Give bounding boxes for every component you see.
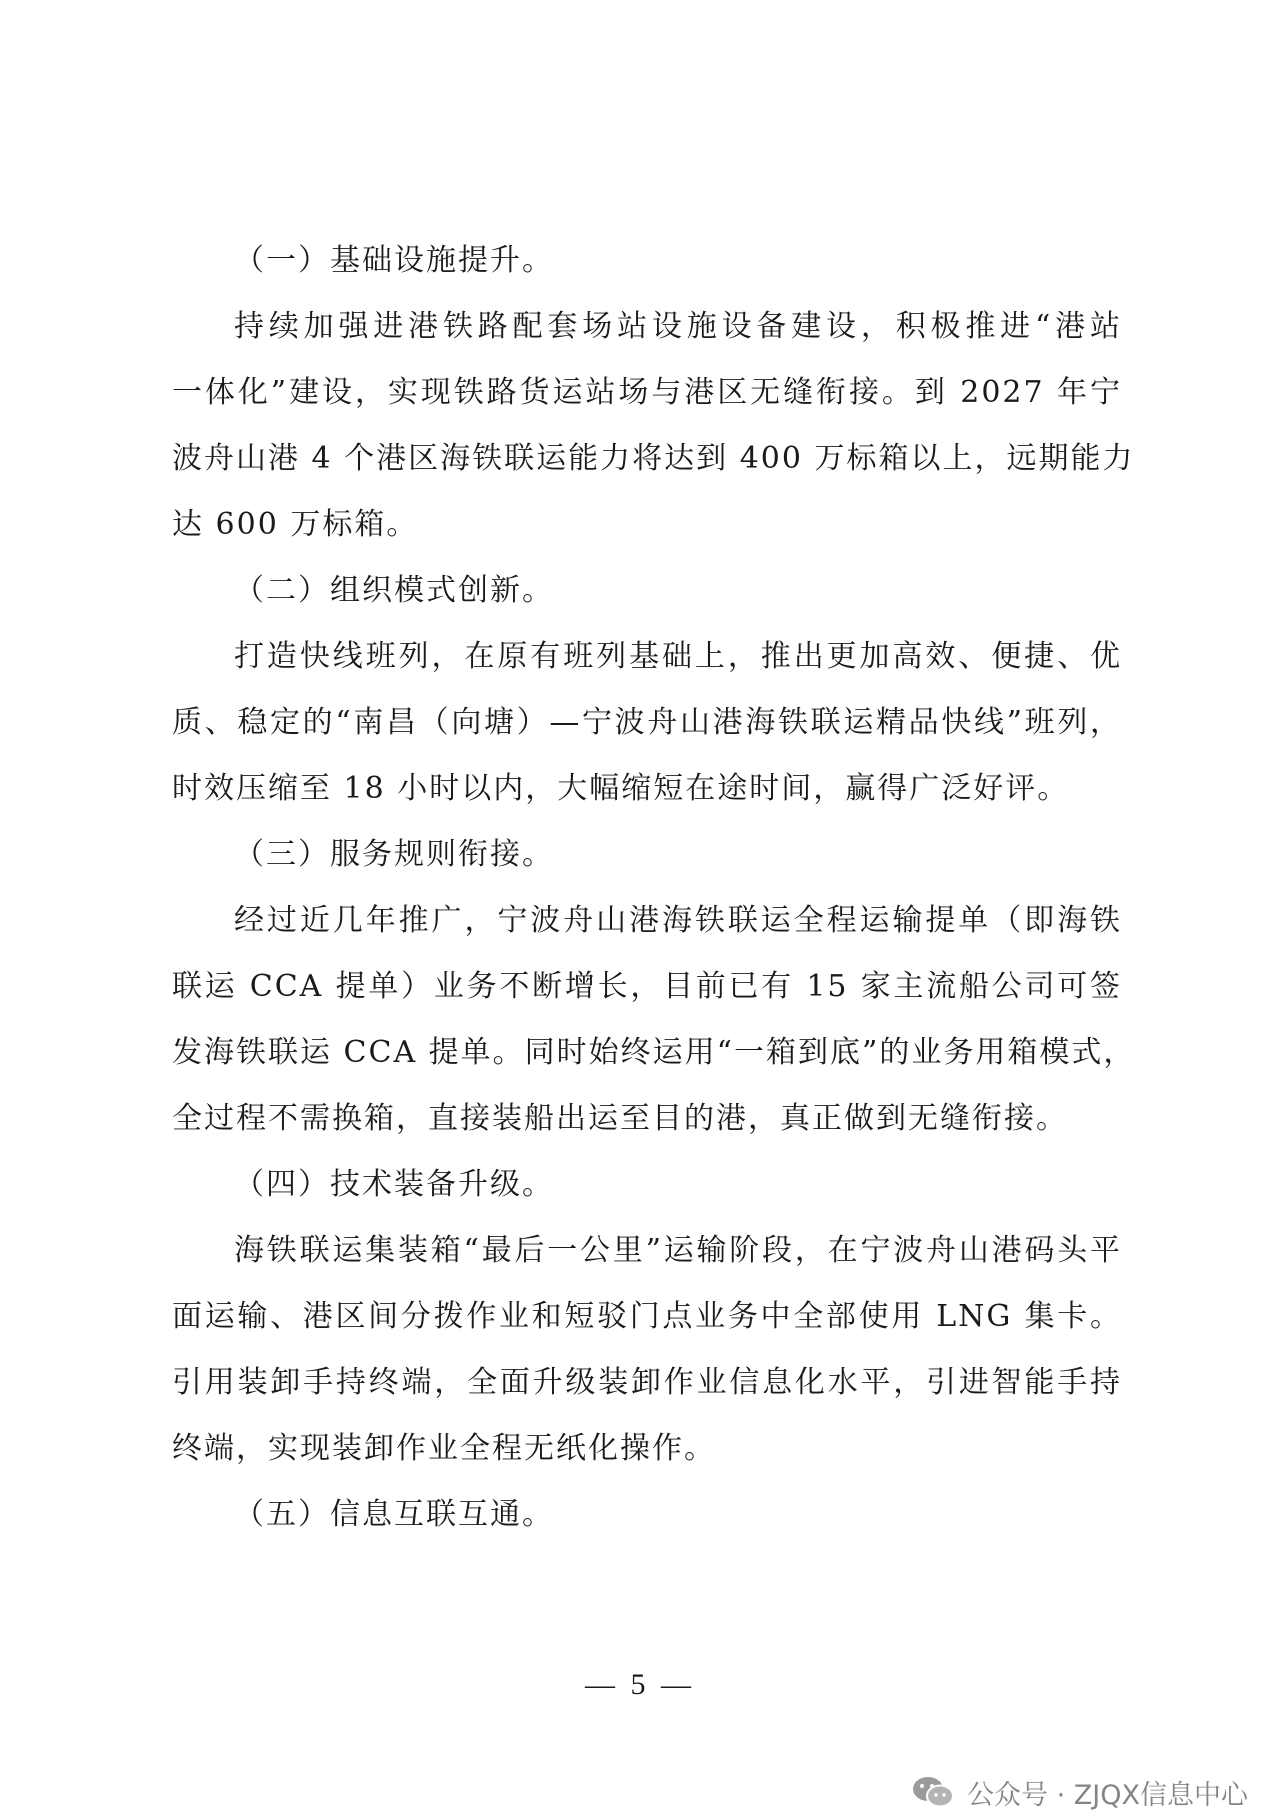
section-paragraph-2 (172, 624, 1122, 822)
text-line: 终端，实现装卸作业全程无纸化操作。 (172, 1431, 716, 1466)
text-line: 发海铁联运 CCA 提单。同时始终运用“一箱到底”的业务用箱模式， (172, 1035, 1136, 1070)
document-body (172, 228, 1136, 1548)
wechat-icon (911, 1774, 955, 1810)
section-heading-3: （三）服务规则衔接。 (234, 837, 554, 872)
text-line: 质、稳定的“南昌（向塘）—宁波舟山港海铁联运精品快线”班列， (172, 705, 1122, 740)
text-line: 引用装卸手持终端，全面升级装卸作业信息化水平，引进智能手持 (172, 1365, 1122, 1400)
section-paragraph-1 (172, 294, 1135, 558)
text-line: 时效压缩至 18 小时以内，大幅缩短在途时间，赢得广泛好评。 (172, 771, 1070, 806)
text-line: 达 600 万标箱。 (172, 507, 419, 542)
section-heading-4: （四）技术装备升级。 (234, 1167, 554, 1202)
text-line: 面运输、港区间分拨作业和短驳门点业务中全部使用 LNG 集卡。 (172, 1299, 1122, 1334)
page-number: — 5 — (585, 1668, 695, 1701)
text-line: 一体化”建设，实现铁路货运站场与港区无缝衔接。到 2027 年宁 (172, 375, 1122, 410)
text-line: 持续加强进港铁路配套场站设施设备建设，积极推进“港站 (234, 309, 1122, 344)
section-heading-5: （五）信息互联互通。 (234, 1497, 554, 1532)
section-paragraph-3 (172, 888, 1136, 1152)
text-line: 打造快线班列，在原有班列基础上，推出更加高效、便捷、优 (234, 639, 1122, 674)
text-line: 波舟山港 4 个港区海铁联运能力将达到 400 万标箱以上，远期能力 (172, 441, 1135, 476)
text-line: 全过程不需换箱，直接装船出运至目的港，真正做到无缝衔接。 (172, 1101, 1068, 1136)
watermark (911, 1774, 1248, 1810)
text-line: 联运 CCA 提单）业务不断增长，目前已有 15 家主流船公司可签 (172, 969, 1122, 1004)
section-paragraph-4 (172, 1218, 1122, 1482)
text-line: 经过近几年推广，宁波舟山港海铁联运全程运输提单（即海铁 (234, 903, 1122, 938)
watermark-text: 公众号 · ZJQX信息中心 (967, 1779, 1248, 1811)
section-heading-2: （二）组织模式创新。 (234, 573, 554, 608)
text-line: 海铁联运集装箱“最后一公里”运输阶段，在宁波舟山港码头平 (234, 1233, 1122, 1268)
section-heading-1: （一）基础设施提升。 (234, 243, 554, 278)
